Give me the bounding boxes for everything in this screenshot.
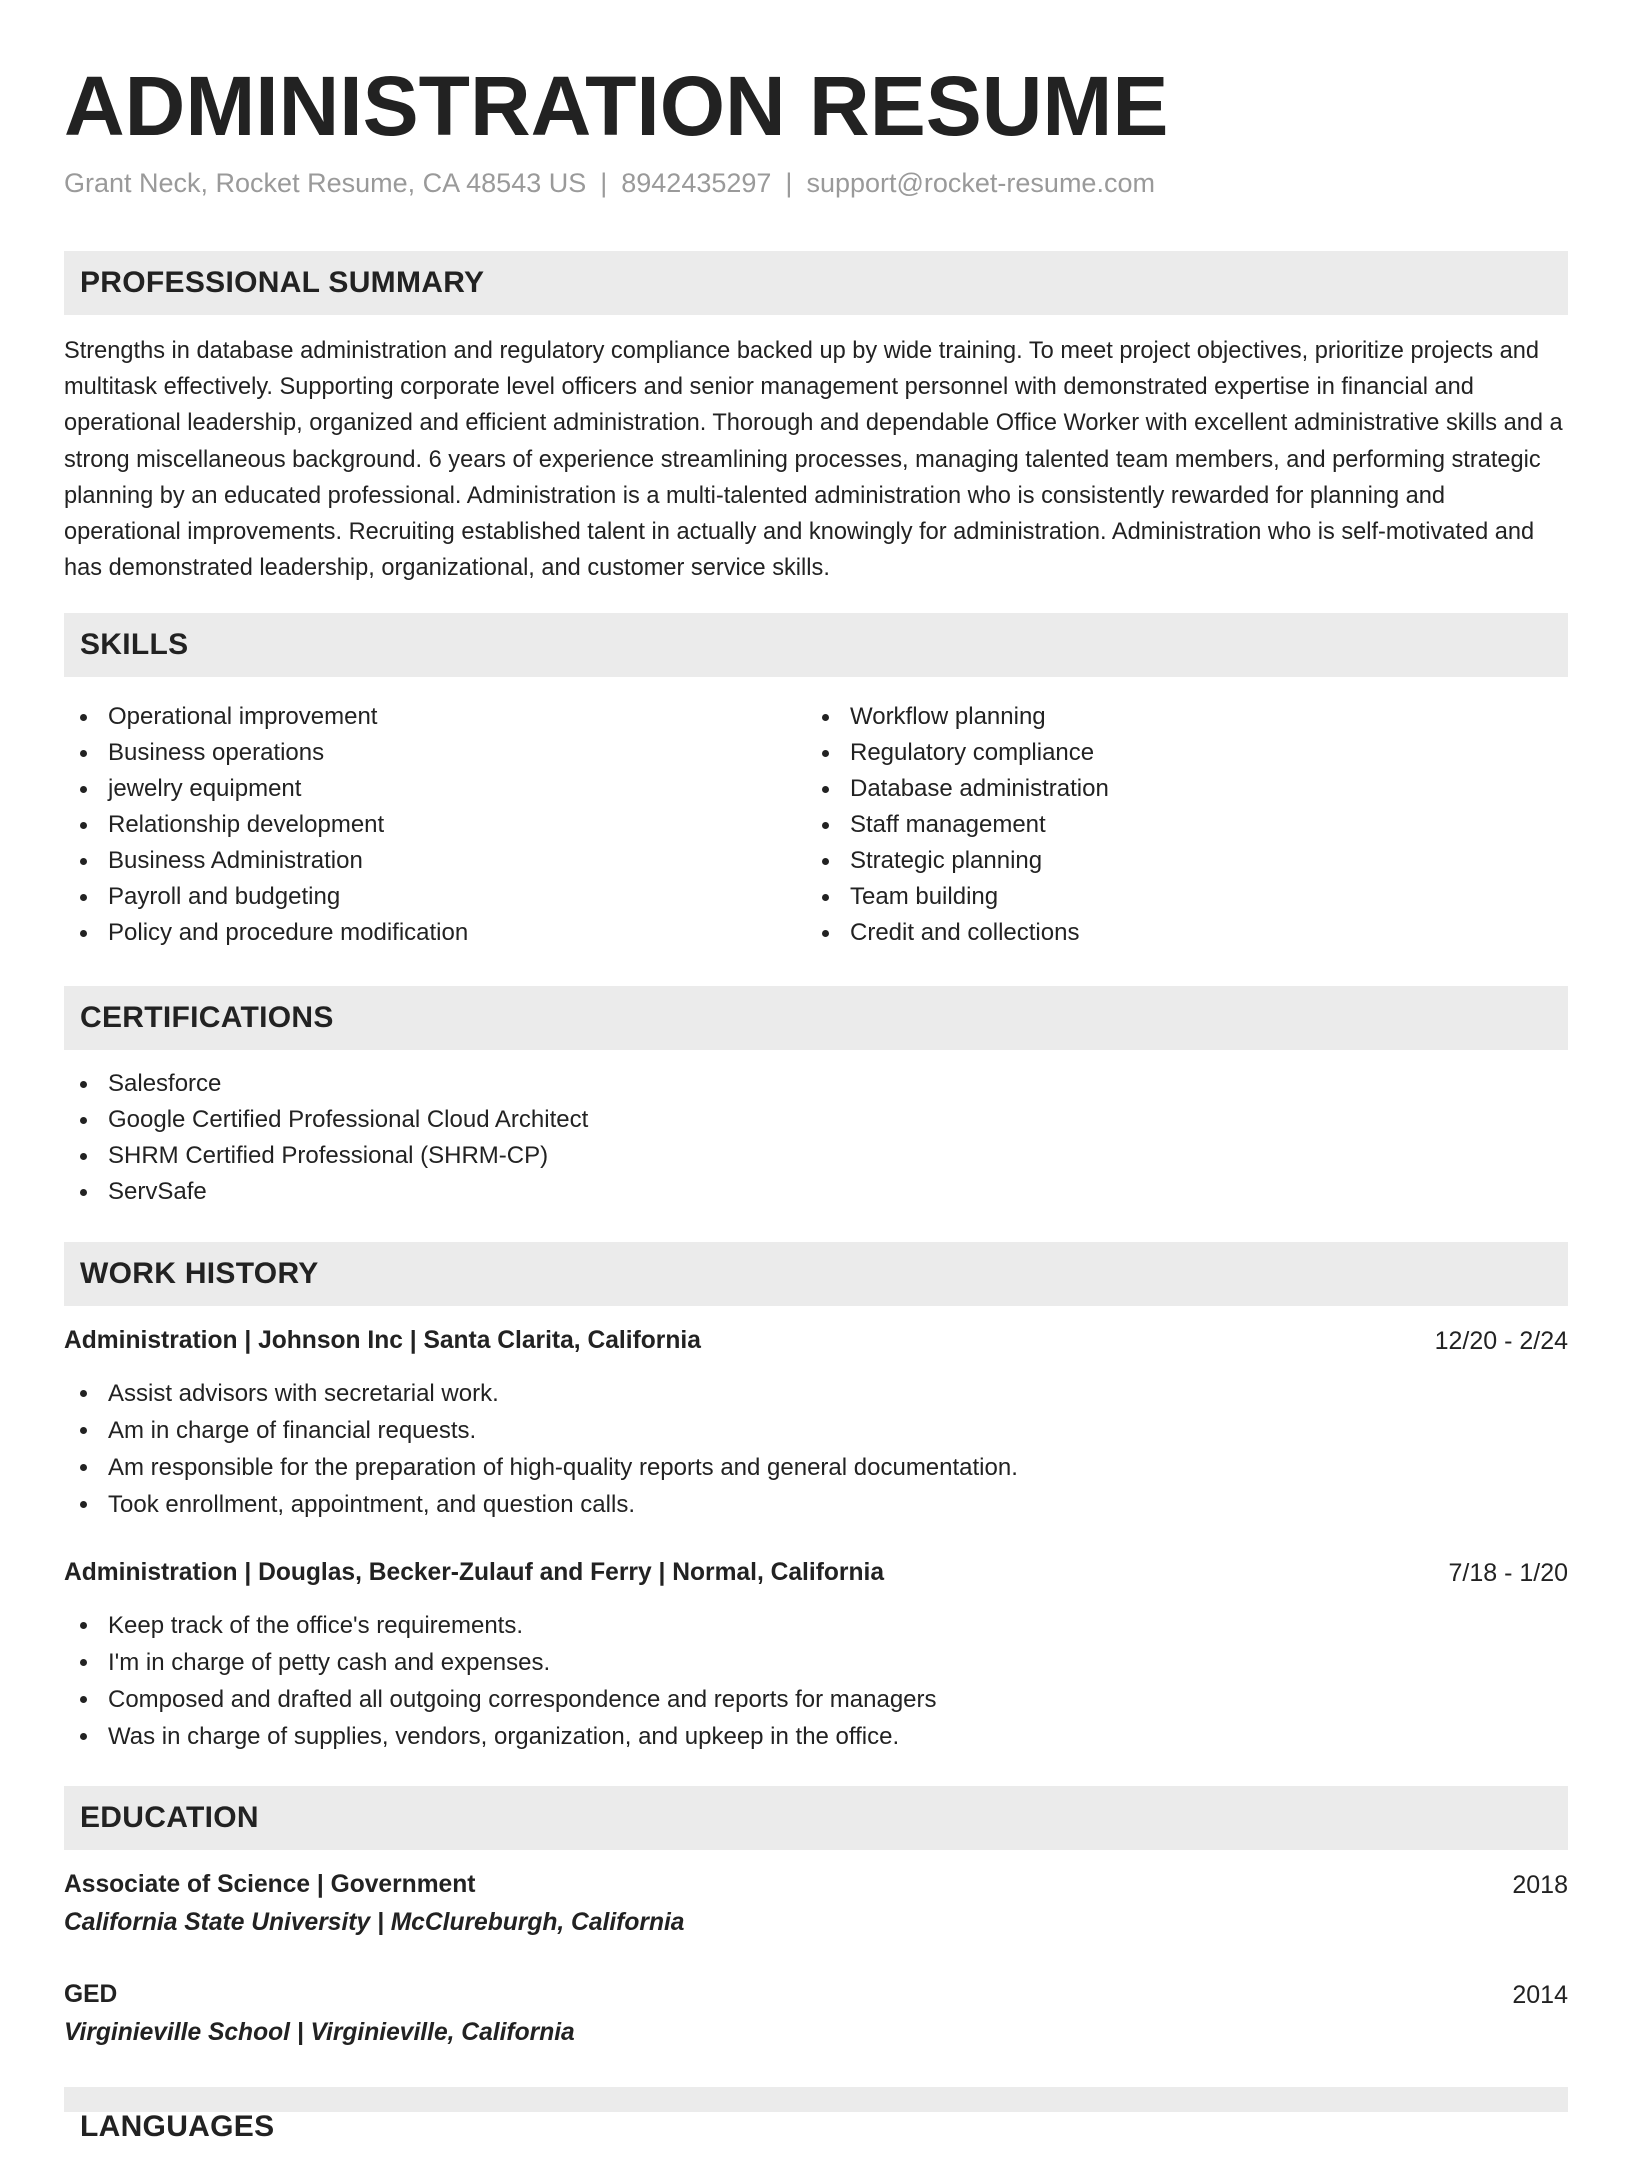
job-duty-item [64, 1486, 1568, 1523]
job-duty-label: Am responsible for the preparation of high-quality reports and general documentation. [108, 1454, 1018, 1481]
bullet-dot [80, 822, 87, 829]
job-duty-item [64, 1681, 1568, 1718]
education-degree: GED [64, 1981, 118, 2008]
certification-item [64, 1174, 1568, 1210]
bullet-dot [822, 786, 829, 793]
job-duty-item [64, 1644, 1568, 1681]
bullet-dot [822, 894, 829, 901]
skill-item [64, 915, 764, 951]
contact-line [64, 165, 1155, 201]
bullet-dot [822, 930, 829, 937]
skill-item [806, 879, 1506, 915]
skill-label: Staff management [850, 811, 1046, 838]
job-duties-list [64, 1375, 1568, 1523]
job-title: Administration | Johnson Inc | Santa Clarita, California [64, 1327, 701, 1354]
skill-item [806, 771, 1506, 807]
bullet-dot [80, 1622, 87, 1629]
bullet-dot [80, 1501, 87, 1508]
education-year: 2018 [1512, 1871, 1568, 1899]
job-title: Administration | Douglas, Becker-Zulauf and Ferry | Normal, California [64, 1559, 885, 1586]
summary-text: Strengths in database administration and regulatory compliance backed up by wide training. To meet project objectives, prioritize projects and multitask effectively. Supporting corporate level officers and senior management personnel with demonstrated expertise in financial and operational leadership, organized and efficient administration. Thorough and dependable Office Worker with excellent administrative skills and a strong miscellaneous background. 6 years of experience streamlining processes, managing talented team members, and performing strategic planning by an educated professional. Administration is a multi-talented administration who is consistently rewarded for planning and operational improvements. Recruiting established talent in actually and knowingly for administration. Administration who is self-motivated and has demonstrated leadership, organizational, and customer service skills. [64, 338, 1563, 582]
education-degree: Associate of Science | Government [64, 1871, 476, 1898]
job-duty-item [64, 1449, 1568, 1486]
job-duty-item [64, 1375, 1568, 1412]
bullet-dot [80, 714, 87, 721]
job-duty-item [64, 1412, 1568, 1449]
bullet-dot [80, 1733, 87, 1740]
bullet-dot [822, 714, 829, 721]
bullet-dot [80, 1427, 87, 1434]
contact-phone: 8942435297 [621, 168, 772, 198]
section-heading: EDUCATION [80, 1801, 259, 1834]
skill-label: Database administration [850, 775, 1109, 802]
bullet-dot [80, 1659, 87, 1666]
section-header-education [64, 1786, 1568, 1850]
bullet-dot [80, 1696, 87, 1703]
job-entry-header [64, 1555, 1568, 1591]
job-dates: 7/18 - 1/20 [1448, 1559, 1568, 1587]
job-duty-label: Keep track of the office's requirements. [108, 1612, 524, 1639]
skill-item [64, 771, 764, 807]
bullet-dot [822, 750, 829, 757]
job-duty-label: Composed and drafted all outgoing correspondence and reports for managers [108, 1686, 937, 1713]
bullet-dot [80, 894, 87, 901]
skill-label: Workflow planning [850, 703, 1046, 730]
bullet-dot [822, 858, 829, 865]
job-duty-label: Assist advisors with secretarial work. [108, 1380, 499, 1407]
skill-label: jewelry equipment [108, 775, 302, 802]
skill-label: Relationship development [108, 811, 385, 838]
education-school: Virginieville School | Virginieville, California [64, 2019, 575, 2046]
bullet-dot [80, 1153, 87, 1160]
bullet-dot [80, 1081, 87, 1088]
job-duties-list [64, 1607, 1568, 1755]
skill-label: Business operations [108, 739, 325, 766]
section-header-skills [64, 613, 1568, 677]
job-entry-header [64, 1323, 1568, 1359]
contact-separator: | [600, 168, 608, 198]
skills-list-right [806, 699, 1506, 951]
skill-label: Payroll and budgeting [108, 883, 341, 910]
contact-email: support@rocket-resume.com [806, 168, 1155, 198]
certification-item [64, 1066, 1568, 1102]
job-duty-item [64, 1718, 1568, 1755]
education-entry-header [64, 1977, 1568, 2013]
education-school: California State University | McClureburgh, California [64, 1909, 685, 1936]
skill-item [64, 843, 764, 879]
education-year: 2014 [1512, 1981, 1568, 2009]
contact-separator: | [785, 168, 793, 198]
skill-item [64, 879, 764, 915]
skill-label: Regulatory compliance [850, 739, 1095, 766]
bullet-dot [80, 1464, 87, 1471]
job-duty-label: Am in charge of financial requests. [108, 1417, 477, 1444]
bullet-dot [80, 858, 87, 865]
bullet-dot [80, 1117, 87, 1124]
job-duty-label: Took enrollment, appointment, and question calls. [108, 1491, 635, 1518]
section-heading: LANGUAGES [80, 2110, 275, 2143]
certification-label: Salesforce [108, 1070, 222, 1097]
skill-item [64, 699, 764, 735]
skill-item [806, 915, 1506, 951]
skill-item [64, 735, 764, 771]
section-heading: WORK HISTORY [80, 1257, 319, 1290]
bullet-dot [822, 822, 829, 829]
bullet-dot [80, 786, 87, 793]
skill-label: Credit and collections [850, 919, 1080, 946]
section-header-languages [64, 2087, 1568, 2143]
skill-label: Business Administration [108, 847, 363, 874]
skills-list-left [64, 699, 764, 951]
bullet-dot [80, 750, 87, 757]
certification-item [64, 1102, 1568, 1138]
section-heading: SKILLS [80, 628, 189, 661]
contact-address: Grant Neck, Rocket Resume, CA 48543 US [64, 168, 587, 198]
bullet-dot [80, 1189, 87, 1196]
skill-label: Operational improvement [108, 703, 378, 730]
bullet-dot [80, 930, 87, 937]
education-entry-header [64, 1867, 1568, 1903]
bullet-dot [80, 1390, 87, 1397]
job-duty-label: I'm in charge of petty cash and expenses. [108, 1649, 551, 1676]
skill-item [806, 807, 1506, 843]
skill-label: Strategic planning [850, 847, 1043, 874]
section-header-certifications [64, 986, 1568, 1050]
certifications-list [64, 1066, 1568, 1210]
certification-item [64, 1138, 1568, 1174]
section-header-summary [64, 251, 1568, 315]
section-header-work-history [64, 1242, 1568, 1306]
job-duty-label: Was in charge of supplies, vendors, organization, and upkeep in the office. [108, 1723, 900, 1750]
section-heading: CERTIFICATIONS [80, 1001, 334, 1034]
skill-item [806, 735, 1506, 771]
resume-title: ADMINISTRATION RESUME [64, 59, 1169, 153]
skill-label: Team building [850, 883, 999, 910]
job-dates: 12/20 - 2/24 [1434, 1327, 1568, 1355]
certification-label: SHRM Certified Professional (SHRM-CP) [108, 1142, 549, 1169]
skill-item [64, 807, 764, 843]
job-duty-item [64, 1607, 1568, 1644]
skill-label: Policy and procedure modification [108, 919, 469, 946]
skill-item [806, 843, 1506, 879]
section-heading: PROFESSIONAL SUMMARY [80, 266, 485, 299]
certification-label: ServSafe [108, 1178, 207, 1205]
certification-label: Google Certified Professional Cloud Architect [108, 1106, 589, 1133]
skill-item [806, 699, 1506, 735]
